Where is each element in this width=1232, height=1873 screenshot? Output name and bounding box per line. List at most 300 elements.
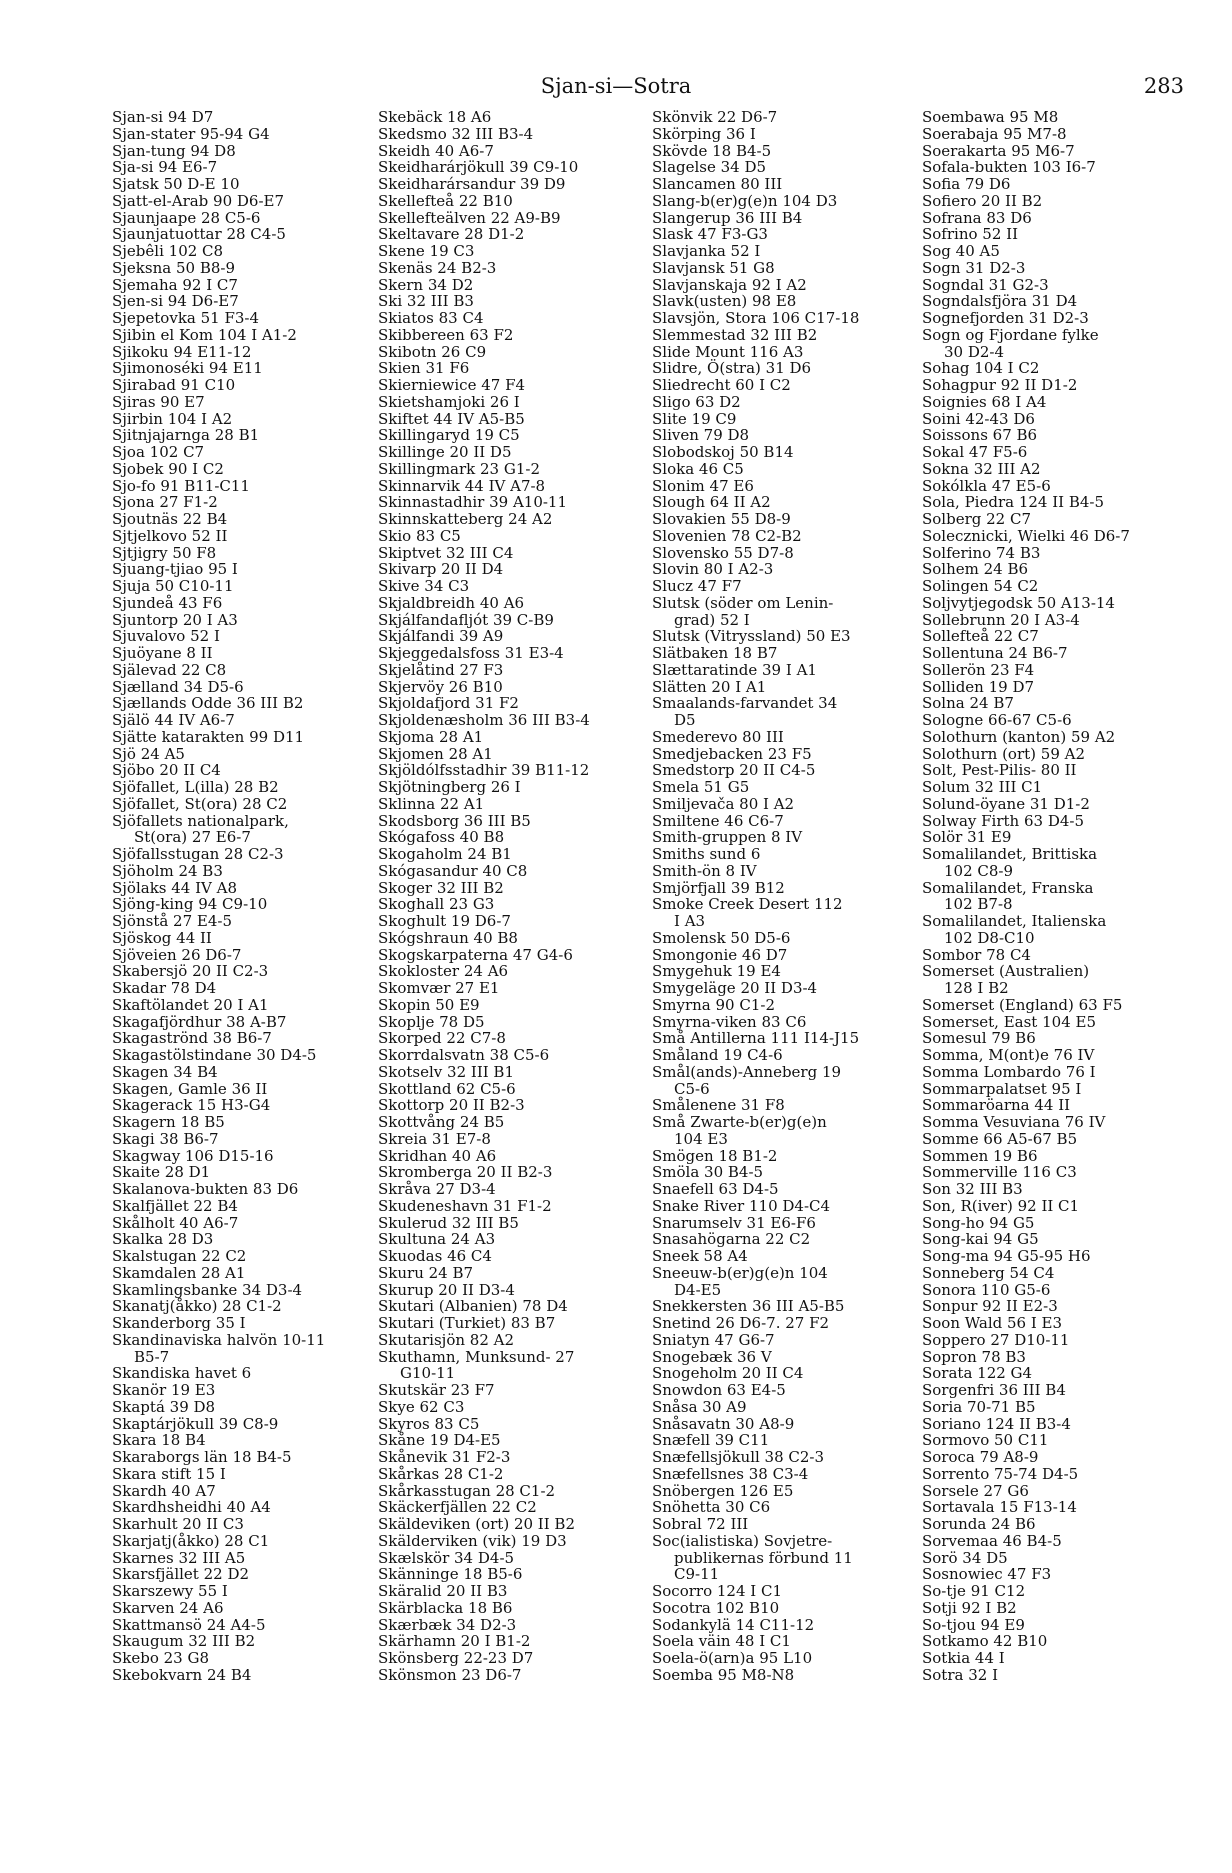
index-entry: Sjöveien 26 D6-7: [112, 945, 242, 964]
index-entry: Skeltavare 28 D1-2: [378, 225, 525, 244]
index-entry: Sjiras 90 E7: [112, 392, 205, 411]
index-entry: Skillingmark 23 G1-2: [378, 459, 541, 478]
index-entry: Skjoldenæsholm 36 III B3-4: [378, 711, 590, 729]
index-entry: Snogebæk 36 V: [652, 1347, 772, 1366]
index-entry: Skomvær 27 E1: [378, 979, 500, 997]
index-entry: Skye 62 C3: [378, 1397, 465, 1416]
index-entry: Sneeuw-b(er)g(e)n 104: [652, 1263, 828, 1282]
index-entry: Sotra 32 I: [922, 1665, 998, 1684]
index-entry: Snæfell 39 C11: [652, 1431, 770, 1450]
index-entry: Skellefteälven 22 A9-B9: [378, 208, 561, 227]
index-entry: Slutsk (Vitryssland) 50 E3: [652, 627, 851, 646]
index-entry: Skottvång 24 B5: [378, 1113, 505, 1131]
page-header: [0, 74, 1232, 104]
index-entry: Smith-gruppen 8 IV: [652, 828, 803, 847]
index-entry: Skamlingsbanke 34 D3-4: [112, 1280, 303, 1299]
index-entry: Sorö 34 D5: [922, 1548, 1008, 1567]
index-entry: Socorro 124 I C1: [652, 1582, 782, 1600]
index-entry: Skjaldbreidh 40 A6: [378, 593, 525, 612]
index-entry: Somerset (Australien): [922, 962, 1090, 981]
index-entry: Solothurn (kanton) 59 A2: [922, 727, 1116, 746]
index-entry: Sjaunjatuottar 28 C4-5: [112, 225, 286, 244]
index-entry: Smiltene 46 C6-7: [652, 811, 784, 830]
index-entry: Skultuna 24 A3: [378, 1230, 496, 1249]
index-entry: Sligo 63 D2: [652, 392, 741, 411]
index-entry: Smedstorp 20 II C4-5: [652, 761, 816, 780]
index-entry: Skjálfandi 39 A9: [378, 627, 504, 646]
index-entry: Sjöbo 20 II C4: [112, 761, 221, 780]
index-entry: Soerabaja 95 M7-8: [922, 124, 1067, 143]
index-entry: Skagafjördhur 38 A-B7: [112, 1012, 287, 1031]
index-entry: Sofiero 20 II B2: [922, 191, 1043, 210]
index-entry: Sohagpur 92 II D1-2: [922, 376, 1078, 394]
index-entry: Sorata 122 G4: [922, 1364, 1033, 1383]
index-entry: Sjebêli 102 C8: [112, 242, 224, 260]
index-entry: Sonpur 92 II E2-3: [922, 1297, 1058, 1316]
index-entry: Son 32 III B3: [922, 1180, 1023, 1198]
index-entry: Sofrana 83 D6: [922, 208, 1032, 227]
index-entry: Skanatj(åkko) 28 C1-2: [112, 1297, 282, 1316]
index-entry: Skabersjö 20 II C2-3: [112, 962, 269, 981]
index-entry: Skagaströnd 38 B6-7: [112, 1029, 272, 1048]
index-entry: Skärhamn 20 I B1-2: [378, 1632, 531, 1651]
index-entry: Skutari (Turkiet) 83 B7: [378, 1314, 556, 1332]
index-entry: Slide Mount 116 A3: [652, 342, 804, 361]
index-entry: Skinnastadhir 39 A10-11: [378, 493, 568, 512]
index-entry: Soissons 67 B6: [922, 426, 1038, 445]
index-entry: Slang-b(er)g(e)n 104 D3: [652, 191, 838, 210]
index-entry: Slagelse 34 D5: [652, 158, 767, 177]
index-entry: Skagen 34 B4: [112, 1062, 218, 1081]
index-entry: Smolensk 50 D5-6: [652, 928, 791, 947]
index-entry: Skalfjället 22 B4: [112, 1196, 238, 1215]
index-entry: Skoplje 78 D5: [378, 1012, 485, 1031]
index-entry: Skælskör 34 D4-5: [378, 1548, 515, 1567]
index-entry: Skoger 32 III B2: [378, 878, 504, 897]
index-entry: Små Antillerna 111 I14-J15: [652, 1029, 860, 1048]
index-entry: Skiftet 44 IV A5-B5: [378, 409, 525, 428]
index-entry: Skottorp 20 II B2-3: [378, 1096, 525, 1115]
index-entry: Sjölaks 44 IV A8: [112, 878, 238, 897]
index-column-1: [112, 109, 382, 1684]
index-entry: Skårkas 28 C1-2: [378, 1464, 504, 1483]
page-number: 283: [1143, 74, 1184, 98]
index-entry: Skalka 28 D3: [112, 1230, 214, 1249]
index-entry: Skoghult 19 D6-7: [378, 912, 511, 930]
index-entry: Sjöfallet, St(ora) 28 C2: [112, 794, 288, 813]
index-entry: Skagway 106 D15-16: [112, 1146, 274, 1165]
index-entry: Sjöskog 44 II: [112, 928, 212, 947]
index-entry: Smiths sund 6: [652, 845, 761, 863]
index-entry: Sjirbin 104 I A2: [112, 409, 233, 428]
index-entry: Soc(ialistiska) Sovjetre-: [652, 1531, 833, 1550]
index-entry: Skibbereen 63 F2: [378, 325, 514, 344]
index-entry: Sjimonoséki 94 E11: [112, 359, 263, 378]
index-entry: Soppero 27 D10-11: [922, 1330, 1070, 1349]
index-entry: Sokna 32 III A2: [922, 459, 1041, 478]
index-entry: Skeidharárjökull 39 C9-10: [378, 158, 579, 177]
index-entry: Skandinaviska halvön 10-11: [112, 1330, 326, 1349]
index-entry: Soela väin 48 I C1: [652, 1632, 791, 1651]
index-entry: Sorgenfri 36 III B4: [922, 1381, 1066, 1399]
index-entry: Sjibin el Kom 104 I A1-2: [112, 325, 297, 344]
index-entry: Snake River 110 D4-C4: [652, 1196, 831, 1215]
index-entry: Skjöldólfsstadhir 39 B11-12: [378, 761, 590, 780]
index-entry: Sofia 79 D6: [922, 175, 1011, 193]
index-column-2: [378, 109, 648, 1684]
index-entry: Skudeneshavn 31 F1-2: [378, 1196, 552, 1215]
index-entry: Smith-ön 8 IV: [652, 861, 757, 880]
index-entry: Skromberga 20 II B2-3: [378, 1163, 553, 1182]
index-entry: Sjan-stater 95-94 G4: [112, 124, 270, 143]
index-entry: Snöbergen 126 E5: [652, 1481, 794, 1500]
index-entry: Skarven 24 A6: [112, 1598, 224, 1617]
index-entry: Skedsmo 32 III B3-4: [378, 124, 534, 143]
index-entry: Sniatyn 47 G6-7: [652, 1330, 775, 1349]
index-entry: Soroca 79 A8-9: [922, 1448, 1039, 1466]
index-entry: Skaraborgs län 18 B4-5: [112, 1448, 292, 1466]
index-entry: Slangerup 36 III B4: [652, 208, 803, 227]
index-entry: 102 C8-9: [944, 861, 1014, 880]
index-entry: Smederevo 80 III: [652, 727, 784, 746]
index-entry: Skaugum 32 III B2: [112, 1632, 256, 1651]
index-entry: Skara stift 15 I: [112, 1464, 226, 1483]
index-entry: Slätbaken 18 B7: [652, 644, 778, 662]
index-entry: Sopron 78 B3: [922, 1347, 1026, 1366]
index-entry: Sjobek 90 I C2: [112, 459, 224, 478]
index-entry: Snarumselv 31 E6-F6: [652, 1213, 816, 1232]
index-entry: Slovenien 78 C2-B2: [652, 526, 802, 545]
index-entry: Slough 64 II A2: [652, 493, 771, 512]
index-entry: Skogskarpaterna 47 G4-6: [378, 945, 573, 964]
index-entry: Snogeholm 20 II C4: [652, 1364, 804, 1383]
index-entry: Sjundeå 43 F6: [112, 593, 223, 612]
index-entry: Skillinge 20 II D5: [378, 443, 512, 461]
index-entry: Soria 70-71 B5: [922, 1397, 1036, 1416]
index-entry: Solway Firth 63 D4-5: [922, 811, 1084, 830]
index-entry: Sjælland 34 D5-6: [112, 677, 244, 696]
index-entry: Skyros 83 C5: [378, 1414, 480, 1433]
index-entry: Själö 44 IV A6-7: [112, 711, 235, 729]
index-entry: Skjoldafjord 31 F2: [378, 694, 519, 713]
index-entry: 102 B7-8: [944, 895, 1013, 914]
index-entry: Smongonie 46 D7: [652, 945, 788, 964]
index-entry: Solna 24 B7: [922, 694, 1014, 713]
index-entry: Sliedrecht 60 I C2: [652, 376, 791, 394]
index-entry: Sokólkla 47 E5-6: [922, 476, 1051, 495]
index-entry: Skridhan 40 A6: [378, 1146, 497, 1165]
index-entry: Sologne 66-67 C5-6: [922, 711, 1072, 729]
index-entry: Slovakien 55 D8-9: [652, 510, 791, 528]
index-entry: Slucz 47 F7: [652, 577, 742, 595]
index-entry: Sogndalsfjöra 31 D4: [922, 292, 1078, 311]
index-entry: Solum 32 III C1: [922, 778, 1043, 796]
index-entry: Skjötningberg 26 I: [378, 778, 521, 796]
index-entry: Sogn og Fjordane fylke: [922, 325, 1099, 344]
index-entry: Sjtjelkovo 52 II: [112, 526, 228, 545]
index-entry: Sommarpalatset 95 I: [922, 1079, 1082, 1098]
index-entry: Sjöng-king 94 C9-10: [112, 895, 268, 914]
index-entry: Slask 47 F3-G3: [652, 225, 768, 244]
index-entry: Skänninge 18 B5-6: [378, 1565, 523, 1584]
index-entry: Somesul 79 B6: [922, 1029, 1036, 1048]
index-entry: Skierniewice 47 F4: [378, 376, 526, 394]
index-entry: Slavjanskaja 92 I A2: [652, 275, 807, 294]
index-entry: Sjöfallets nationalpark,: [112, 811, 289, 830]
index-entry: I A3: [674, 912, 706, 930]
index-entry: Sodankylä 14 C11-12: [652, 1615, 815, 1634]
index-entry: Somalilandet, Brittiska: [922, 845, 1098, 863]
index-entry: Skutari (Albanien) 78 D4: [378, 1297, 568, 1316]
index-entry: G10-11: [400, 1364, 456, 1383]
index-entry: Slovin 80 I A2-3: [652, 560, 774, 579]
index-entry: Skäralid 20 II B3: [378, 1582, 508, 1600]
index-entry: Skönsmon 23 D6-7: [378, 1665, 522, 1684]
index-entry: Skoghall 23 G3: [378, 895, 495, 914]
index-entry: Sobral 72 III: [652, 1515, 749, 1533]
index-entry: Sjuntorp 20 I A3: [112, 610, 238, 629]
index-entry: Soriano 124 II B3-4: [922, 1414, 1071, 1433]
index-entry: Skarszewy 55 I: [112, 1582, 228, 1600]
index-entry: Snetind 26 D6-7. 27 F2: [652, 1314, 830, 1332]
index-entry: Sohag 104 I C2: [922, 359, 1040, 378]
index-entry: Skarnes 32 III A5: [112, 1548, 246, 1567]
index-entry: Soemba 95 M8-N8: [652, 1665, 795, 1684]
index-entry: Solecznicki, Wielki 46 D6-7: [922, 526, 1130, 545]
index-entry: Skanderborg 35 I: [112, 1314, 246, 1332]
index-entry: Skåne 19 D4-E5: [378, 1431, 501, 1450]
index-entry: Skuthamn, Munksund- 27: [378, 1347, 575, 1366]
index-entry: Skebäck 18 A6: [378, 108, 492, 126]
index-entry: Skillingaryd 19 C5: [378, 426, 520, 445]
index-entry: Smål(ands)-Anneberg 19: [652, 1062, 842, 1081]
index-entry: Snæfellsjökull 38 C2-3: [652, 1448, 825, 1466]
index-entry: publikernas förbund 11: [674, 1548, 853, 1567]
index-entry: Skinnarvik 44 IV A7-8: [378, 476, 546, 495]
index-entry: Skógafoss 40 B8: [378, 828, 505, 847]
index-entry: Skandiska havet 6: [112, 1364, 252, 1383]
index-entry: Sjan-si 94 D7: [112, 108, 214, 126]
index-entry: Sofala-bukten 103 I6-7: [922, 158, 1096, 177]
index-entry: Slovensko 55 D7-8: [652, 543, 794, 562]
index-entry: 30 D2-4: [944, 342, 1005, 361]
index-entry: Smögen 18 B1-2: [652, 1146, 778, 1165]
index-entry: Skjomen 28 A1: [378, 744, 493, 763]
index-entry: Skäldeviken (ort) 20 II B2: [378, 1515, 575, 1533]
index-entry: Skulerud 32 III B5: [378, 1213, 519, 1232]
index-entry: Sjoutnäs 22 B4: [112, 510, 228, 528]
index-entry: Skuodas 46 C4: [378, 1247, 492, 1265]
index-entry: Solhem 24 B6: [922, 560, 1029, 579]
index-entry: Skiptvet 32 III C4: [378, 543, 514, 562]
index-entry: Skógshraun 40 B8: [378, 928, 518, 947]
index-entry: Sjællands Odde 36 III B2: [112, 694, 304, 713]
index-entry: Sjöholm 24 B3: [112, 861, 223, 880]
index-entry: Solberg 22 C7: [922, 510, 1031, 528]
index-entry: Skagen, Gamle 36 II: [112, 1079, 268, 1098]
index-entry: Sommerville 116 C3: [922, 1163, 1077, 1182]
index-entry: Smygeläge 20 II D3-4: [652, 979, 818, 997]
index-entry: Sjöfallet, L(illa) 28 B2: [112, 778, 279, 796]
index-entry: Skene 19 C3: [378, 242, 475, 260]
index-entry: Soembawa 95 M8: [922, 108, 1059, 126]
page-title: Sjan-si—Sotra: [540, 74, 692, 98]
index-entry: Snaefell 63 D4-5: [652, 1180, 779, 1198]
index-entry: Skråva 27 D3-4: [378, 1180, 496, 1198]
index-entry: Sjona 27 F1-2: [112, 493, 218, 512]
index-entry: Skjálfandafljót 39 C-B9: [378, 610, 554, 629]
index-entry: Sjatsk 50 D-E 10: [112, 175, 240, 193]
index-entry: Sjo-fo 91 B11-C11: [112, 476, 250, 495]
index-entry: Skotselv 32 III B1: [378, 1062, 515, 1081]
index-entry: Skamdalen 28 A1: [112, 1263, 246, 1282]
index-entry: Sollentuna 24 B6-7: [922, 644, 1068, 662]
index-entry: Sormovo 50 C11: [922, 1431, 1049, 1450]
index-entry: Sjöfallsstugan 28 C2-3: [112, 845, 284, 863]
index-entry: Somme 66 A5-67 B5: [922, 1129, 1078, 1148]
index-entry: Skalanova-bukten 83 D6: [112, 1180, 299, 1198]
index-entry: Skövde 18 B4-5: [652, 141, 772, 160]
index-entry: Skäckerfjällen 22 C2: [378, 1498, 537, 1517]
index-entry: Skodsborg 36 III B5: [378, 811, 531, 830]
index-entry: Skiatos 83 C4: [378, 309, 484, 327]
index-entry: Sommen 19 B6: [922, 1146, 1038, 1165]
index-entry: Skógasandur 40 C8: [378, 861, 528, 880]
index-entry: Somerset (England) 63 F5: [922, 995, 1123, 1014]
index-entry: Smiljevača 80 I A2: [652, 794, 795, 813]
index-entry: Soini 42-43 D6: [922, 409, 1035, 428]
index-column-3: [652, 109, 922, 1684]
index-entry: So-tjou 94 E9: [922, 1615, 1025, 1634]
index-entry: Skietshamjoki 26 I: [378, 392, 520, 411]
index-entry: Skardhsheidhi 40 A4: [112, 1498, 271, 1517]
index-entry: So-tje 91 C12: [922, 1582, 1026, 1600]
index-entry: Skaite 28 D1: [112, 1163, 211, 1182]
index-entry: Skörping 36 I: [652, 124, 756, 143]
index-entry: Sjeksna 50 B8-9: [112, 258, 235, 277]
index-entry: Skutarisjön 82 A2: [378, 1330, 515, 1349]
index-entry: Somalilandet, Franska: [922, 878, 1094, 897]
index-entry: Smjörfjall 39 B12: [652, 878, 785, 897]
index-entry: Soignies 68 I A4: [922, 392, 1047, 411]
index-entry: Skebo 23 G8: [112, 1649, 210, 1667]
index-entry: Sonneberg 54 C4: [922, 1263, 1055, 1282]
index-entry: Sogndal 31 G2-3: [922, 275, 1049, 294]
index-entry: Skjeggedalsfoss 31 E3-4: [378, 644, 564, 662]
index-entry: Sjoa 102 C7: [112, 443, 205, 461]
index-entry: Små Zwarte-b(er)g(e)n: [652, 1113, 827, 1131]
index-entry: Sjikoku 94 E11-12: [112, 342, 252, 361]
index-entry: Song-ma 94 G5-95 H6: [922, 1247, 1091, 1265]
index-entry: Somma Vesuviana 76 IV: [922, 1113, 1106, 1131]
index-entry: Skaptá 39 D8: [112, 1397, 216, 1416]
index-entry: Sognefjorden 31 D2-3: [922, 309, 1089, 327]
index-entry: Solingen 54 C2: [922, 577, 1039, 595]
index-entry: Skardh 40 A7: [112, 1481, 216, 1500]
index-entry: Soela-ö(arn)a 95 L10: [652, 1649, 813, 1667]
index-entry: Skönvik 22 D6-7: [652, 108, 778, 126]
index-entry: Sommaröarna 44 II: [922, 1096, 1071, 1115]
index-entry: Sklinna 22 A1: [378, 794, 485, 813]
index-entry: Skogaholm 24 B1: [378, 845, 512, 863]
index-entry: grad) 52 I: [674, 610, 750, 629]
index-entry: C9-11: [674, 1565, 720, 1584]
index-entry: B5-7: [134, 1347, 170, 1366]
index-entry: Sjen-si 94 D6-E7: [112, 292, 239, 311]
index-entry: Skottland 62 C5-6: [378, 1079, 516, 1098]
index-entry: Skjervöy 26 B10: [378, 677, 503, 696]
index-entry: Sjuja 50 C10-11: [112, 577, 234, 595]
index-entry: Socotra 102 B10: [652, 1598, 780, 1617]
index-entry: Snasahögarna 22 C2: [652, 1230, 811, 1249]
index-entry: Skern 34 D2: [378, 275, 474, 294]
index-entry: Sjuöyane 8 II: [112, 644, 213, 662]
index-entry: Sofrino 52 II: [922, 225, 1018, 244]
index-entry: Somalilandet, Italienska: [922, 912, 1107, 930]
index-entry: Småland 19 C4-6: [652, 1046, 783, 1064]
index-entry: Sja-si 94 E6-7: [112, 158, 218, 177]
index-entry: Solothurn (ort) 59 A2: [922, 744, 1086, 763]
index-entry: Skien 31 F6: [378, 359, 470, 378]
index-entry: Snåsavatn 30 A8-9: [652, 1414, 795, 1433]
index-entry: Sjirabad 91 C10: [112, 376, 236, 394]
index-entry: Snekkersten 36 III A5-B5: [652, 1297, 845, 1316]
index-entry: Skopin 50 E9: [378, 995, 480, 1014]
index-entry: Skuru 24 B7: [378, 1263, 474, 1282]
index-entry: Sorsele 27 G6: [922, 1481, 1029, 1500]
index-entry: Sjuang-tjiao 95 I: [112, 560, 238, 579]
index-entry: Sjönstå 27 E4-5: [112, 912, 233, 930]
index-column-4: [922, 109, 1192, 1684]
index-entry: Sorunda 24 B6: [922, 1515, 1036, 1533]
index-entry: Skorped 22 C7-8: [378, 1029, 506, 1048]
index-entry: Somerset, East 104 E5: [922, 1012, 1096, 1031]
index-entry: Sjtjigry 50 F8: [112, 543, 217, 562]
index-entry: Skånevik 31 F2-3: [378, 1448, 511, 1466]
index-entry: 102 D8-C10: [944, 928, 1035, 947]
index-entry: Skibotn 26 C9: [378, 342, 487, 361]
index-entry: Skagern 18 B5: [112, 1113, 225, 1131]
index-entry: Själevad 22 C8: [112, 660, 227, 679]
index-entry: C5-6: [674, 1079, 710, 1098]
index-entry: Skenäs 24 B2-3: [378, 258, 497, 277]
index-entry: Skagi 38 B6-7: [112, 1129, 219, 1148]
index-entry: Sloka 46 C5: [652, 459, 744, 478]
index-entry: Sneek 58 A4: [652, 1247, 748, 1265]
index-entry: Sjätte katarakten 99 D11: [112, 727, 305, 746]
index-entry: Slätten 20 I A1: [652, 677, 767, 696]
index-entry: Sjatt-el-Arab 90 D6-E7: [112, 191, 285, 210]
index-entry: D4-E5: [674, 1280, 722, 1299]
index-entry: Sjepetovka 51 F3-4: [112, 309, 260, 327]
index-entry: Slobodskoj 50 B14: [652, 443, 794, 461]
index-entry: Skadar 78 D4: [112, 979, 217, 997]
index-entry: Sjan-tung 94 D8: [112, 141, 236, 160]
index-entry: Slemmestad 32 III B2: [652, 325, 818, 344]
index-entry: Sola, Piedra 124 II B4-5: [922, 493, 1105, 512]
index-entry: Sorrento 75-74 D4-5: [922, 1464, 1079, 1483]
index-entry: Skutskär 23 F7: [378, 1381, 495, 1399]
index-entry: Solferino 74 B3: [922, 543, 1041, 562]
index-entry: Slidre, Ö(stra) 31 D6: [652, 359, 812, 378]
index-entry: Sogn 31 D2-3: [922, 258, 1026, 277]
index-entry: Smedjebacken 23 F5: [652, 744, 812, 763]
index-entry: Smaalands-farvandet 34: [652, 694, 838, 713]
index-entry: Skälderviken (vik) 19 D3: [378, 1531, 567, 1550]
index-entry: Smyrna 90 C1-2: [652, 995, 776, 1014]
index-entry: Smela 51 G5: [652, 778, 750, 796]
index-entry: Smygehuk 19 E4: [652, 962, 781, 981]
